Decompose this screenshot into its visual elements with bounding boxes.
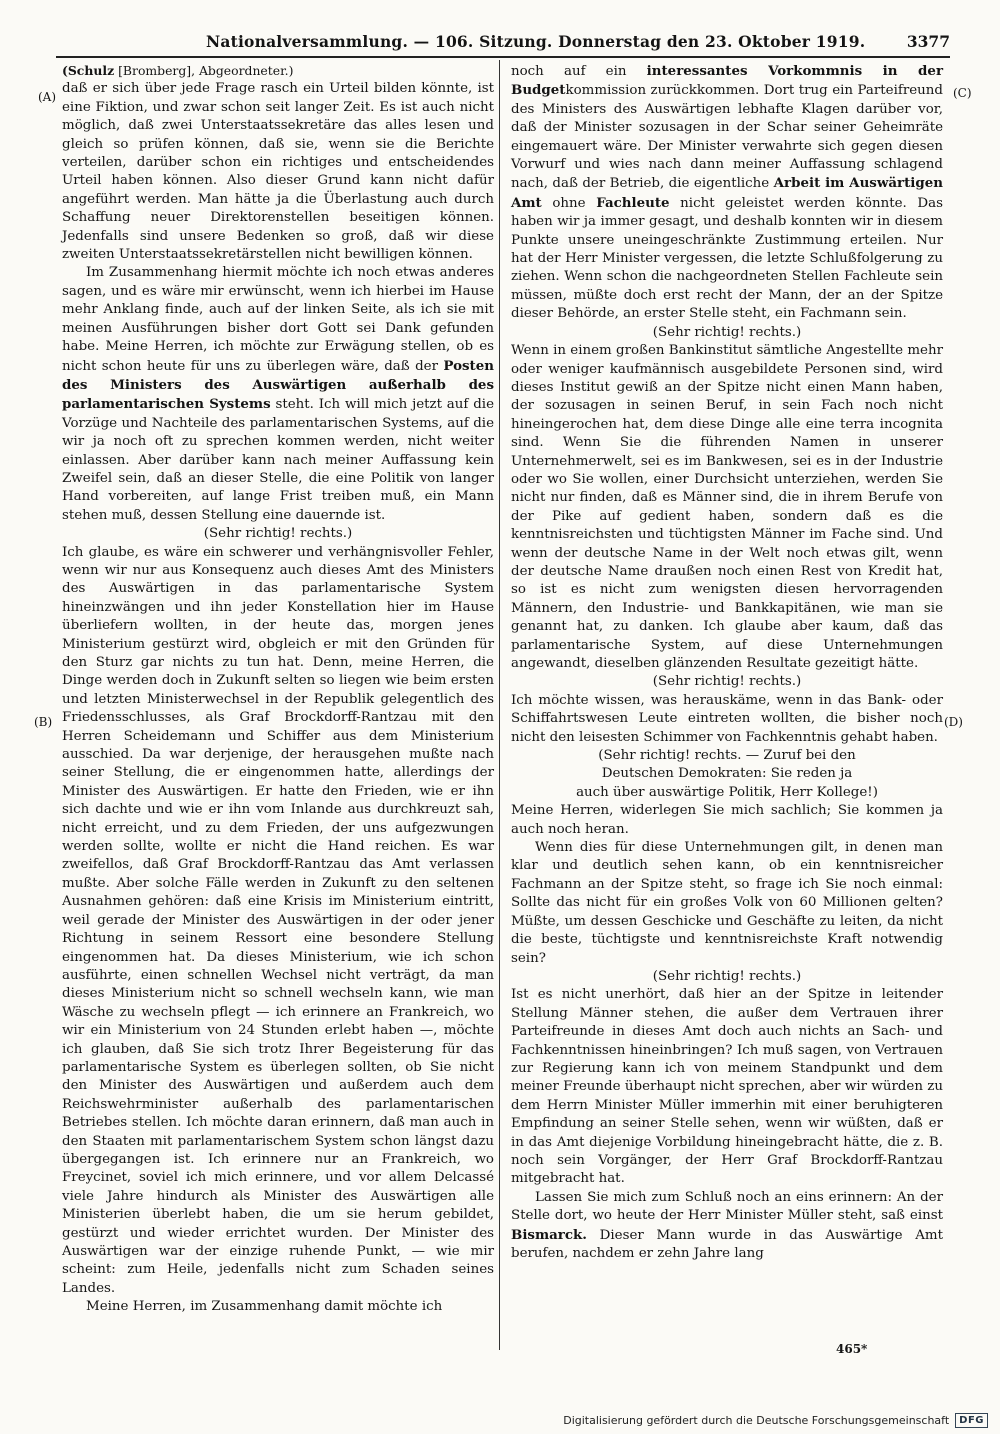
dfg-logo: DFG bbox=[955, 1413, 988, 1428]
interjection: (Sehr richtig! rechts.) bbox=[652, 324, 802, 340]
paragraph: Meine Herren, im Zusammenhang damit möchte ich bbox=[86, 1299, 443, 1315]
left-column bbox=[62, 62, 494, 1317]
paragraph: daß er sich über jede Frage rasch ein Urteil bilden könnte, ist eine Fiktion, und zwar schon seit langer Zeit. Es ist auch nicht möglich, daß zwei Unterstaatssekretäre das alles lesen und gleich so prüfen können, daß sie, wenn sie die Berichte verteilen, darüber schon ein richtiges und entscheidendes Urteil haben können. Also dieser Grund kann nicht dafür angeführt werden. Man hätte ja die Überlastung auch durch Schaffung neuer Direktorenstellen beseitigen können. Jedenfalls sind unsere Bedenken so groß, daß wir diese zweiten Unterstaatssekretärstellen nicht bewilligen können. bbox=[62, 81, 494, 263]
page-header bbox=[56, 30, 950, 58]
paragraph: Ich glaube, es wäre ein schwerer und verhängnisvoller Fehler, wenn wir nur aus Konsequenz auch dieses Amt des Ministers des Auswärtigen in das parlamentarische System hineinzwängen und ihn jeder Konstellation hier im Hause überliefern wollten, in der heute das, morgen jenes Ministerium gestürzt wird, obgleich er mit den Gründen für den Sturz gar nichts zu tun hat. Denn, meine Herren, die Dinge werden doch in Zukunft selten so liegen wie beim ersten und letzten Ministerwechsel in der Republik gelegentlich des Friedensschlusses, als Graf Brockdorff-Rantzau mit den Herren Scheidemann und Schiffer aus dem Ministerium ausschied. Da war derjenige, der herausgehen mußte nach seiner Stellung, die er eingenommen hatte, allerdings der Minister des Auswärtigen. Er hatte den Frieden, wie er ihn sich dachte und wie er ihn vom Inlande aus durchkreuzt sah, nicht erreicht, und zu dem Frieden, der uns aufgezwungen werden sollte, wollte er nicht die Hand reichen. Es war zweifellos, daß Graf Brockdorff-Rantzau das Amt verlassen mußte. Aber solche Fälle werden in Zukunft zu den seltenen Ausnahmen gehören: daß eine Krisis im Ministerium eintritt, weil gerade der Minister des Auswärtigen in der oder jener Richtung in seinem Ressort eine besondere Stellung eingenommen hat. Da dieses Ministerium, wie ich schon ausführte, einen schnellen Wechsel nicht verträgt, da man dieses Ministerium nicht so schnell wechseln kann, wie man Wäsche zu wechseln pflegt — ich erinnere an Frankreich, wo wir ein Ministerium von 24 Stunden erlebt haben —, möchte ich glauben, daß Sie sich trotz Ihrer Begeisterung für das parlamentarische System es überlegen sollten, ob Sie nicht den Minister des Auswärtigen und außerdem auch dem Reichswehrminister außerhalb des parlamentarischen Betriebes stellen. Ich möchte daran erinnern, daß man auch in den Staaten mit parlamentarischem System schon längst dazu übergegangen ist. Ich erinnere nur an Frankreich, wo Freycinet, soviel ich mich erinnere, und vor allem Delcassé viele Jahre hindurch als Minister des Auswärtigen alle Ministerien überlebt haben, die um sie herum gebildet, gestürzt und wieder errichtet wurden. Der Minister des Auswärtigen war der einzige ruhende Punkt, — wie mir scheint: zum Heile, jedenfalls nicht zum Schaden seines Landes. bbox=[62, 544, 494, 1296]
footer-credit: Digitalisierung gefördert durch die Deutsche Forschungsgemeinschaft bbox=[563, 1414, 950, 1427]
bold-phrase: interessantes Vorkommnis in der Budget bbox=[511, 63, 943, 99]
margin-mark-b: (B) bbox=[34, 715, 53, 729]
margin-mark-c: (C) bbox=[953, 86, 972, 100]
bold-phrase: Arbeit im Auswärtigen Amt bbox=[511, 175, 943, 211]
bold-phrase: Fachleute bbox=[596, 194, 670, 211]
speaker-name: (Schulz bbox=[62, 63, 115, 78]
speaker-attribution bbox=[62, 62, 494, 80]
header-title: Nationalversammlung. — 106. Sitzung. Donnerstag den 23. Oktober 1919. bbox=[206, 32, 866, 51]
column-divider bbox=[499, 60, 500, 1350]
bold-phrase: Bismarck. bbox=[511, 1226, 587, 1243]
paragraph: Im Zusammenhang hiermit möchte ich noch etwas anderes sagen, und es wäre mir erwünscht, wenn ich hierbei im Hause mehr Anklang finde, auch auf der linken Seite, als ich sie mit meinen Ausführungen bisher dort Gott sei Dank gefunden habe. Meine Herren, ich möchte zur Erwägung stellen, ob es nicht schon heute für uns zu überlegen wäre, daß der Posten des Ministers des Auswärtigen außerhalb des parlamentarischen Systems steht. Ich will mich jetzt auf die Vorzüge und Nachteile des parlamentarischen Systems, auf die wir ja noch oft zu sprechen kommen werden, nicht weiter einlassen. Aber darüber kann nach meiner Auffassung kein Zweifel sein, daß an dieser Stelle, die eine Politik von langer Hand vorbereiten, auf lange Frist treiben muß, ein Mann stehen muß, dessen Stellung eine dauernde ist. bbox=[62, 265, 494, 523]
paragraph: noch auf ein interessantes Vorkommnis in der Budgetkommission zurückkommen. Dort trug ein Parteifreund des Ministers des Auswärtigen lebhafte Klagen darüber vor, daß der Minister sozusagen in der Schar seiner Geheimräte eingemauert wäre. Der Minister verwahrte sich gegen diesen Vorwurf und wies nach dann meiner Auffassung schlagend nach, daß der Betrieb, die eigentliche Arbeit im Auswärtigen Amt ohne Fachleute nicht geleistet werden könnte. Das haben wir ja immer gesagt, und deshalb konnten wir in diesem Punkte unsere uneingeschränkte Zustimmung erteilen. Nur hat der Herr Minister vergessen, die letzte Schlußfolgerung zu ziehen. Wenn schon die nachgeordneten Stellen Fachleute sein müssen, müßte doch erst recht der Mann, der an der Spitze dieser Behörde, an erster Stelle steht, ein Fachmann sein. bbox=[511, 63, 943, 322]
interjection: (Sehr richtig! rechts. — Zuruf bei den Deutschen Demokraten: Sie reden ja auch über auswärtige Politik, Herr Kollege!) bbox=[576, 748, 878, 800]
margin-mark-a: (A) bbox=[38, 90, 57, 104]
interjection: (Sehr richtig! rechts.) bbox=[203, 526, 353, 542]
signature-mark: 465* bbox=[836, 1342, 868, 1356]
bold-phrase: Posten des Ministers des Auswärtigen außerhalb des parlamentarischen Systems bbox=[62, 357, 494, 413]
paragraph: Ich möchte wissen, was herauskäme, wenn in das Bank- oder Schiffahrtswesen Leute eintreten wollten, die bisher noch nicht den leisesten Schimmer von Fachkenntnis gehabt haben. bbox=[511, 692, 943, 745]
interjection: (Sehr richtig! rechts.) bbox=[652, 674, 802, 690]
page-number: 3377 bbox=[906, 32, 950, 51]
paragraph: Wenn dies für diese Unternehmungen gilt, in denen man klar und deutlich sehen kann, ob ein kenntnisreicher Fachmann an der Spitze steht, so frage ich Sie noch einmal: Sollte das nicht für ein großes Volk von 60 Millionen gelten? Müßte, um dessen Geschicke und Geschäfte zu leiten, da nicht die beste, tüchtigste und kenntnisreichste Kraft notwendig sein? bbox=[511, 840, 943, 966]
digitization-footer bbox=[563, 1413, 988, 1428]
right-column bbox=[511, 62, 943, 1263]
paragraph: Wenn in einem großen Bankinstitut sämtliche Angestellte mehr oder weniger kaufmännisch ausgebildete Personen sind, wird dieses Institut gewiß an der Spitze nicht einen Mann haben, der sozusagen in seinen Beruf, in sein Fach noch nicht hineingerochen hat, dem diese Dinge alle eine terra incognita sind. Wenn Sie die führenden Namen in unserer Unternehmerwelt, sei es im Bankwesen, sei es in der Industrie oder wo Sie wollen, einer Durchsicht unterziehen, werden Sie nicht nur finden, daß es Männer sind, die in ihrem Berufe von der Pike auf gedient haben, sondern daß es die kenntnisreichsten und tüchtigsten Männer im Fache sind. Und wenn der deutsche Name in der Welt noch etwas gilt, wenn der deutsche Name draußen noch einen Rest von Kredit hat, so ist es nicht zum wenigsten diesen hervorragenden Männern, den Industrie- und Bankkapitänen, wie man sie genannt hat, zu danken. Ich glaube aber kaum, daß das parlamentarische System, auf diese Unternehmungen angewandt, dieselben glänzenden Resultate gezeitigt hätte. bbox=[511, 343, 943, 671]
paragraph: Meine Herren, widerlegen Sie mich sachlich; Sie kommen ja auch noch heran. bbox=[511, 803, 943, 837]
speaker-role: [Bromberg], Abgeordneter.) bbox=[118, 63, 294, 78]
margin-mark-d: (D) bbox=[944, 715, 963, 729]
interjection: (Sehr richtig! rechts.) bbox=[652, 968, 802, 984]
paragraph: Ist es nicht unerhört, daß hier an der Spitze in leitender Stellung Männer stehen, die außer dem Vertrauen ihrer Parteifreunde in dieses Amt doch auch nichts an Sach- und Fachkenntnissen hineinbringen? Ich muß sagen, von Vertrauen zur Regierung kann ich von meinem Standpunkt und dem meiner Freunde überhaupt nicht sprechen, aber wir würden zu dem Herrn Minister Müller immerhin mit einer beruhigteren Empfindung an seiner Stelle sehen, wenn wir wüßten, daß er in das Amt diejenige Vorbildung hineingebracht hätte, die z. B. noch sein Vorgänger, der Herr Graf Brockdorff-Rantzau mitgebracht hat. bbox=[511, 987, 943, 1187]
paragraph: Lassen Sie mich zum Schluß noch an eins erinnern: An der Stelle dort, wo heute der Herr Minister Müller steht, saß einst Bismarck. Dieser Mann wurde in das Auswärtige Amt berufen, nachdem er zehn Jahre lang bbox=[511, 1189, 943, 1261]
